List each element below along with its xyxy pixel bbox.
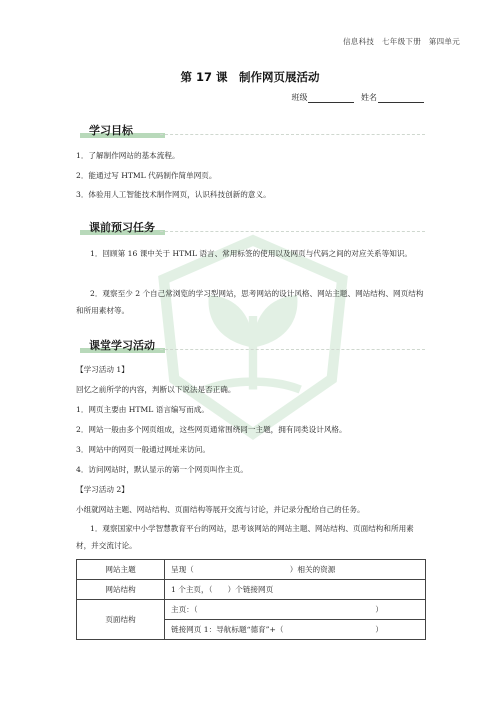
table-cell-homepage[interactable] <box>165 600 426 620</box>
activity2-item: 1．观察国家中小学智慧教育平台的网站，思考该网站的网站主题、网站结构、页面结构和所用素材，并交流讨论。 <box>76 524 414 550</box>
table-cell-theme[interactable] <box>165 560 426 580</box>
heading-label: 学习目标 <box>89 124 133 137</box>
activity2-label: 【学习活动 2】 <box>76 485 129 494</box>
name-blank[interactable] <box>378 93 424 103</box>
activity1-item: 4．访问网站时，默认显示的第一个网页叫作主页。 <box>76 465 248 474</box>
class-blank[interactable] <box>308 93 354 103</box>
link-page-prefix: 链接网页 1：导航标题“德育”+（ <box>171 625 284 634</box>
homepage-suffix: ） <box>375 605 383 614</box>
heading-label: 课前预习任务 <box>89 221 155 234</box>
paren-row <box>171 624 419 635</box>
table-cell-label: 网站主题 <box>77 560 165 580</box>
table-cell-label: 网站结构 <box>77 580 165 600</box>
activity1-item: 3．网站中的网页一般通过网址来访问。 <box>76 445 210 454</box>
objective-item: 1．了解制作网站的基本流程。 <box>76 151 180 160</box>
activity1-intro: 回忆之前所学的内容，判断以下说法是否正确。 <box>76 385 236 394</box>
table-row <box>77 560 426 580</box>
header-unit-info: 信息科技 七年级下册 第四单元 <box>343 37 460 46</box>
preview-item: 1．回顾第 16 课中关于 HTML 语言、常用标签的使用以及网页与代码之间的对应关系等知识。 <box>90 249 413 258</box>
activity1-label: 【学习活动 1】 <box>76 365 129 374</box>
theme-prefix: 呈现（ <box>171 565 194 574</box>
heading-label: 课堂学习活动 <box>89 339 155 352</box>
page-title: 第 17 课 制作网页展活动 <box>180 70 320 84</box>
section-heading-objectives <box>80 122 425 139</box>
objective-item: 2．能通过写 HTML 代码制作简单网页。 <box>76 171 217 180</box>
name-label: 姓名 <box>361 93 377 102</box>
activity1-item: 1．网页主要由 HTML 语言编写而成。 <box>76 405 209 414</box>
class-label: 班级 <box>291 93 308 102</box>
activity1-item: 2．网站一般由多个网页组成，这些网页通常围绕同一主题，拥有同类设计风格。 <box>76 425 347 434</box>
section-heading-class-activity <box>80 337 425 354</box>
link-page-suffix: ） <box>375 625 383 634</box>
table-cell-structure[interactable]: 1 个主页，（ ）个链接网页 <box>165 580 426 600</box>
heading-divider <box>160 231 425 232</box>
heading-divider <box>160 134 425 135</box>
theme-suffix: ）相关的资源 <box>289 565 336 574</box>
table-cell-label: 页面结构 <box>77 600 165 640</box>
activity2-intro: 小组就网站主题、网站结构、页面结构等展开交流与讨论，并记录分配给自己的任务。 <box>76 505 365 514</box>
paren-row <box>171 604 419 615</box>
heading-divider <box>160 349 425 350</box>
preview-item: 2．观察至少 2 个自己常浏览的学习型网站，思考网站的设计风格、网站主题、网站结构、网页结构和所用素材等。 <box>76 289 424 315</box>
homepage-prefix: 主页：（ <box>171 605 198 614</box>
website-analysis-table <box>76 559 426 640</box>
class-name-fields <box>291 92 424 103</box>
table-row <box>77 600 426 620</box>
table-row <box>77 580 426 600</box>
section-heading-preview <box>80 219 425 236</box>
table-cell-link-page[interactable] <box>165 620 426 640</box>
objective-item: 3．体验用人工智能技术制作网页，认识科技创新的意义。 <box>76 190 271 199</box>
